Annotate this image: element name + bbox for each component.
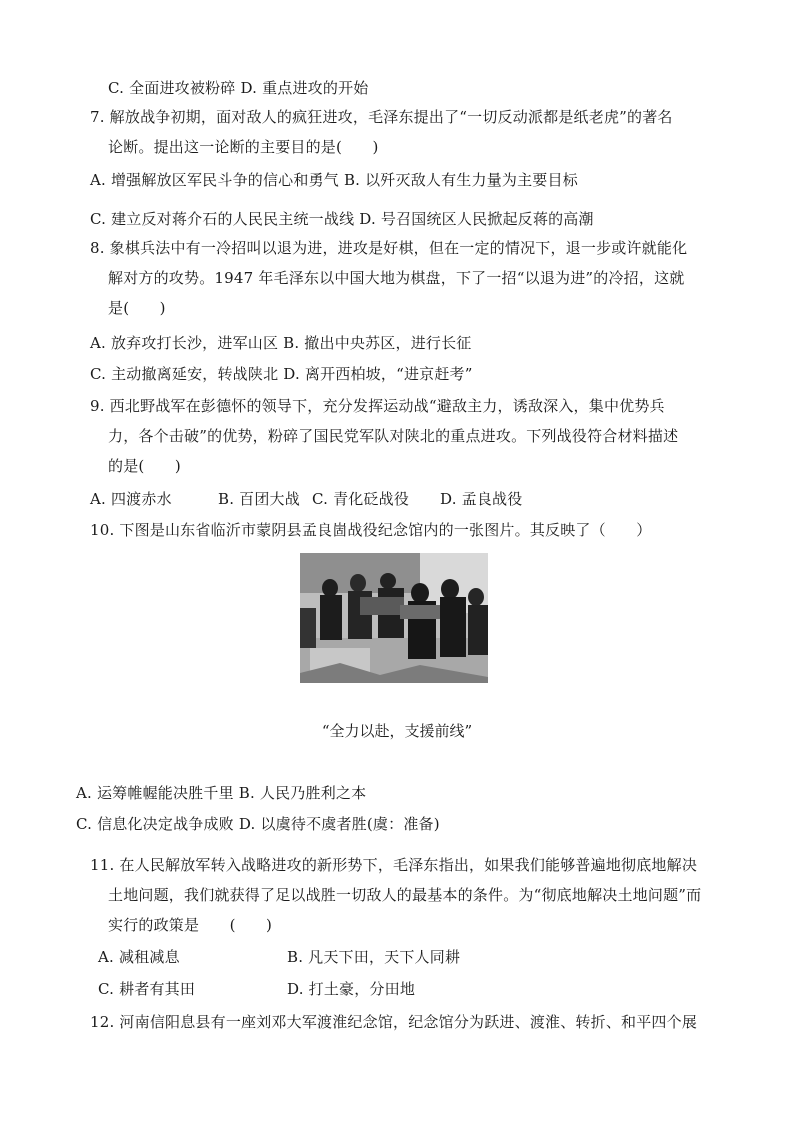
q11-option-c: C. 耕者有其田 [98,980,196,998]
q11-option-a: A. 减租减息 [98,948,180,966]
q9-option-a: A. 四渡赤水 [90,490,172,508]
q9-option-d: D. 孟良战役 [440,490,523,508]
q9-stem-line-3: 的是( ) [108,457,181,475]
q8-stem-line-3: 是( ) [108,299,166,317]
q8-stem-line-1: 8. 象棋兵法中有一冷招叫以退为进，进攻是好棋，但在一定的情况下，退一步或许就能化 [90,239,688,257]
q10-options-ab: A. 运筹帷幄能决胜千里 B. 人民乃胜利之本 [76,784,367,802]
q11-stem-line-3: 实行的政策是 ( ) [108,916,273,934]
q6-options-cd: C. 全面进攻被粉碎 D. 重点进攻的开始 [108,79,369,97]
photo-caption: “全力以赴，支援前线” [321,722,473,740]
q9-option-c: C. 青化砭战役 [312,490,410,508]
q9-stem-line-1: 9. 西北野战军在彭德怀的领导下，充分发挥运动战“避敌主力，诱敌深入，集中优势兵 [90,397,665,415]
q9-option-b: B. 百团大战 [218,490,300,508]
q10-stem-line-1: 10. 下图是山东省临沂市蒙阴县孟良崮战役纪念馆内的一张图片。其反映了（ ） [90,521,652,539]
q7-stem-line-1: 7. 解放战争初期，面对敌人的疯狂进攻，毛泽东提出了“一切反动派都是纸老虎”的著名 [90,108,673,126]
q10-options-cd: C. 信息化决定战争成败 D. 以虞待不虞者胜(虞：准备) [76,815,440,833]
q8-options-cd: C. 主动撤离延安，转战陕北 D. 离开西柏坡，“进京赶考” [90,365,473,383]
q11-stem-line-1: 11. 在人民解放军转入战略进攻的新形势下，毛泽东指出，如果我们能够普遍地彻底地解决 [90,856,698,874]
q9-stem-line-2: 力，各个击破”的优势，粉碎了国民党军队对陕北的重点进攻。下列战役符合材料描述 [108,427,679,445]
q8-stem-line-2: 解对方的攻势。1947 年毛泽东以中国大地为棋盘，下了一招“以退为进”的冷招，这就 [108,269,685,287]
q8-options-ab: A. 放弃攻打长沙，进军山区 B. 撤出中央苏区，进行长征 [90,334,472,352]
support-front-photo [300,553,488,683]
q11-stem-line-2: 土地问题，我们就获得了足以战胜一切敌人的最基本的条件。为“彻底地解决土地问题”而 [108,886,702,904]
q12-stem-line-1: 12. 河南信阳息县有一座刘邓大军渡淮纪念馆，纪念馆分为跃进、渡淮、转折、和平四个展 [90,1013,698,1031]
q11-option-d: D. 打土豪，分田地 [287,980,416,998]
q7-options-cd: C. 建立反对蒋介石的人民民主统一战线 D. 号召国统区人民掀起反蒋的高潮 [90,210,594,228]
q7-options-ab: A. 增强解放区军民斗争的信心和勇气 B. 以歼灭敌人有生力量为主要目标 [90,171,578,189]
q11-option-b: B. 凡天下田，天下人同耕 [287,948,461,966]
q7-stem-line-2: 论断。提出这一论断的主要目的是( ) [108,138,379,156]
